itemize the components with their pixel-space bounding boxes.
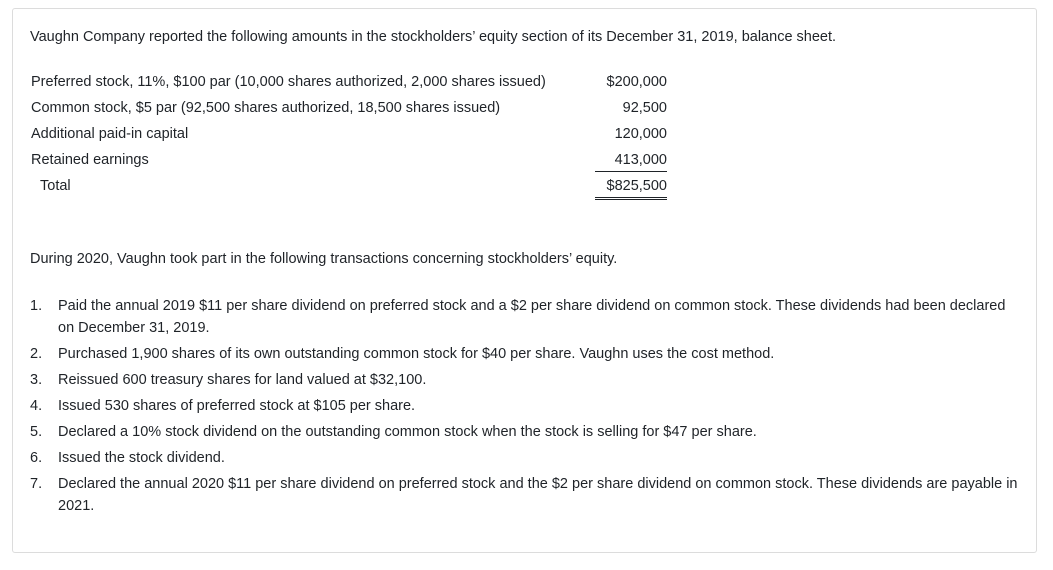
transaction-item [30, 295, 1020, 339]
equity-table [31, 72, 667, 202]
equity-row-common-stock [31, 98, 667, 124]
transaction-text: Purchased 1,900 shares of its own outstanding common stock for $40 per share. Vaughn uses the cost method. [58, 346, 775, 362]
equity-total-label: Total [40, 178, 71, 194]
equity-amount: 92,500 [622, 100, 667, 116]
equity-amount: 120,000 [614, 126, 667, 142]
equity-row-total [31, 176, 667, 202]
transaction-number: 3. [30, 372, 43, 388]
transaction-number: 6. [30, 450, 43, 466]
transaction-number: 7. [30, 476, 43, 492]
intro-text: Vaughn Company reported the following amounts in the stockholders’ equity section of its December 31, 2019, balance sheet. [30, 29, 837, 45]
equity-row-additional-paid-in-capital [31, 124, 667, 150]
transaction-item [30, 473, 1020, 517]
equity-row-preferred-stock [31, 72, 667, 98]
transaction-item [30, 447, 1020, 469]
transaction-item [30, 395, 1020, 417]
transaction-number: 5. [30, 424, 43, 440]
transactions-intro: During 2020, Vaughn took part in the following transactions concerning stockholders’ equity. [30, 251, 618, 267]
transaction-item [30, 421, 1020, 443]
transaction-number: 2. [30, 346, 43, 362]
equity-label: Common stock, $5 par (92,500 shares authorized, 18,500 shares issued) [31, 100, 501, 116]
transaction-number: 1. [30, 298, 43, 314]
equity-amount: $200,000 [606, 74, 667, 90]
equity-amount: 413,000 [595, 150, 667, 172]
equity-label: Retained earnings [31, 152, 149, 168]
transaction-text: Paid the annual 2019 $11 per share dividend on preferred stock and a $2 per share dividend on common stock. These dividends had been declared on December 31, 2019. [58, 298, 1006, 336]
transaction-text: Issued the stock dividend. [58, 450, 225, 466]
transaction-text: Declared a 10% stock dividend on the outstanding common stock when the stock is selling for $47 per share. [58, 424, 757, 440]
transactions-list [30, 295, 1020, 521]
equity-row-retained-earnings [31, 150, 667, 176]
equity-total-amount: $825,500 [595, 176, 667, 200]
transaction-item [30, 343, 1020, 365]
transaction-item [30, 369, 1020, 391]
equity-label: Additional paid-in capital [31, 126, 189, 142]
equity-label: Preferred stock, 11%, $100 par (10,000 shares authorized, 2,000 shares issued) [31, 74, 546, 90]
transaction-text: Reissued 600 treasury shares for land valued at $32,100. [58, 372, 427, 388]
transaction-number: 4. [30, 398, 43, 414]
problem-card [12, 8, 1037, 553]
transaction-text: Declared the annual 2020 $11 per share dividend on preferred stock and the $2 per share dividend on common stock. These dividends are payable in 2021. [58, 476, 1018, 514]
transaction-text: Issued 530 shares of preferred stock at $105 per share. [58, 398, 416, 414]
